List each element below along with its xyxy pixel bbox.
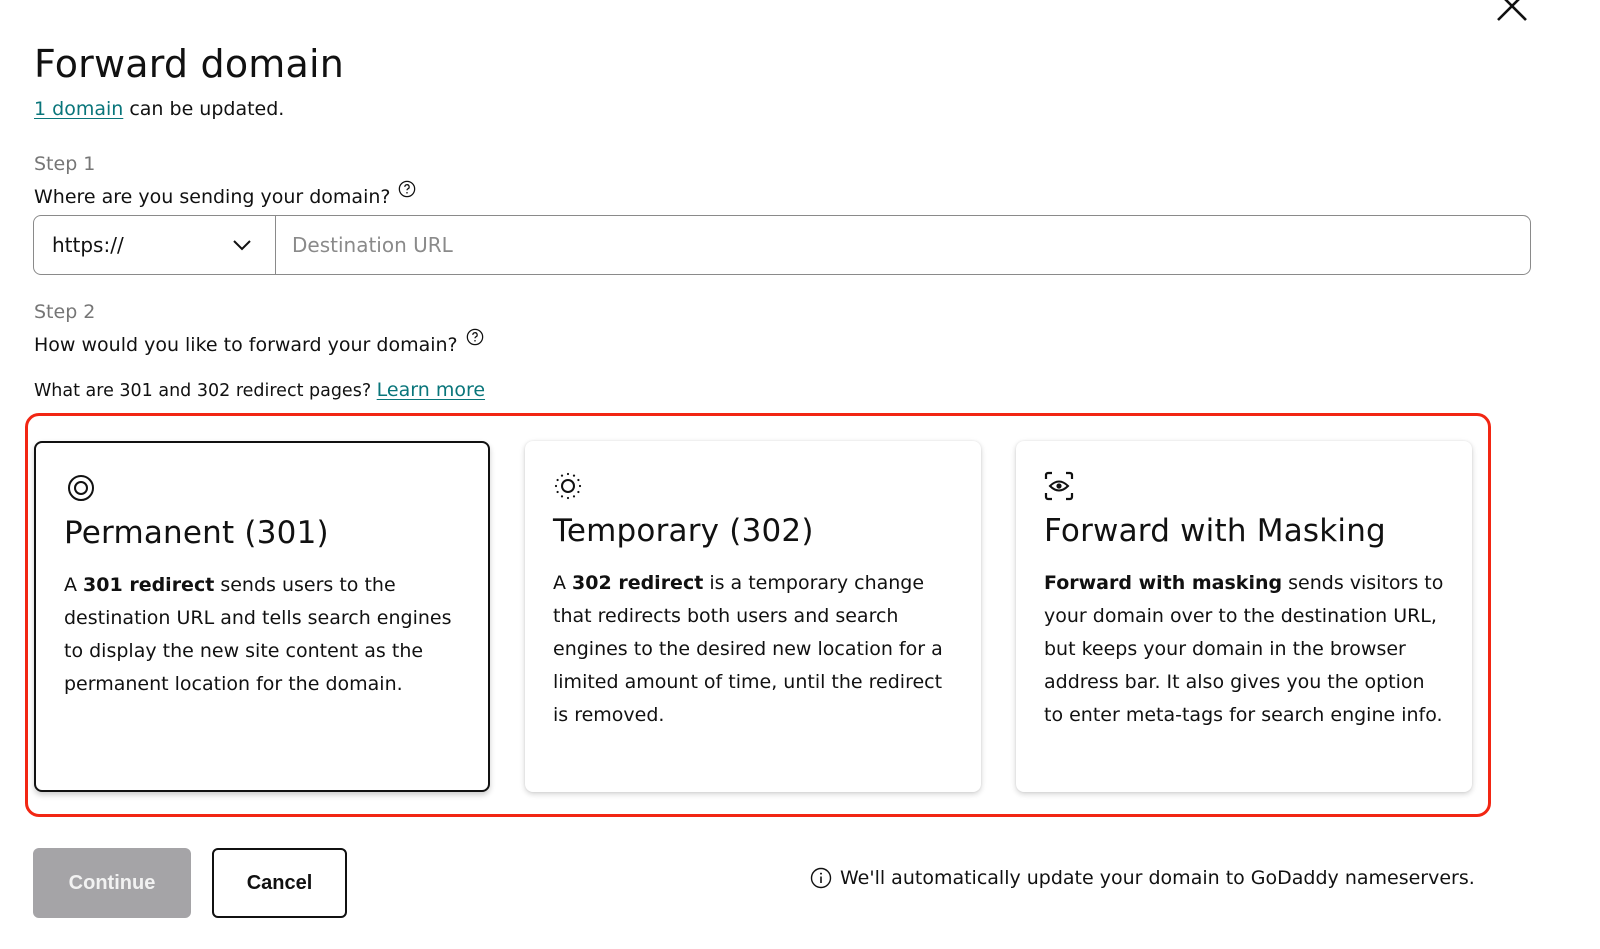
- step2-label: Step 2: [34, 301, 96, 323]
- option-title: Permanent (301): [64, 515, 329, 551]
- domain-count-link[interactable]: 1 domain: [34, 98, 124, 120]
- step2-question-text: How would you like to forward your domain?: [34, 334, 458, 356]
- redirect-info-text: What are 301 and 302 redirect pages?: [34, 381, 377, 401]
- destination-url-input[interactable]: [276, 216, 1530, 274]
- protocol-value: https://: [52, 233, 124, 257]
- question-circle-icon[interactable]: [466, 328, 484, 346]
- option-permanent-301[interactable]: [34, 441, 490, 792]
- question-circle-icon[interactable]: [398, 180, 416, 198]
- option-description: A 302 redirect is a temporary change that redirects both users and search engines to the desired new location for a limited amount of time, until the redirect is removed.: [553, 572, 943, 726]
- option-description: A 301 redirect sends users to the destination URL and tells search engines to display the new site content as the permanent location for the domain.: [64, 574, 452, 695]
- nameserver-note: [810, 867, 1475, 889]
- redirect-info: [34, 379, 485, 401]
- chevron-down-icon: [231, 234, 253, 256]
- option-temporary-302[interactable]: [525, 441, 981, 792]
- info-circle-icon: [810, 867, 832, 889]
- option-forward-masking[interactable]: [1016, 441, 1472, 792]
- close-icon: [1494, 0, 1530, 24]
- eye-scan-icon: [1044, 471, 1074, 501]
- continue-button[interactable]: Continue: [33, 848, 191, 918]
- step1-label: Step 1: [34, 153, 96, 175]
- target-icon: [66, 473, 96, 503]
- option-title: Forward with Masking: [1044, 513, 1386, 549]
- subtitle-text: can be updated.: [123, 98, 285, 120]
- dotted-circle-icon: [553, 471, 583, 501]
- dialog-title: Forward domain: [34, 42, 345, 86]
- option-title: Temporary (302): [553, 513, 814, 549]
- nameserver-note-text: We'll automatically update your domain to GoDaddy nameservers.: [840, 867, 1475, 889]
- step1-question-text: Where are you sending your domain?: [34, 186, 391, 208]
- cancel-button[interactable]: Cancel: [212, 848, 347, 918]
- close-button[interactable]: [1494, 0, 1530, 24]
- protocol-select[interactable]: [34, 216, 276, 274]
- step2-question: [34, 334, 484, 356]
- url-input-group: [33, 215, 1531, 275]
- option-description: Forward with masking sends visitors to your domain over to the destination URL, but keeps your domain in the browser address bar. It also gives you the option to enter meta-tags for search engine info.: [1044, 572, 1444, 726]
- step1-question: [34, 186, 416, 208]
- learn-more-link[interactable]: Learn more: [376, 379, 486, 401]
- subtitle: [34, 98, 284, 120]
